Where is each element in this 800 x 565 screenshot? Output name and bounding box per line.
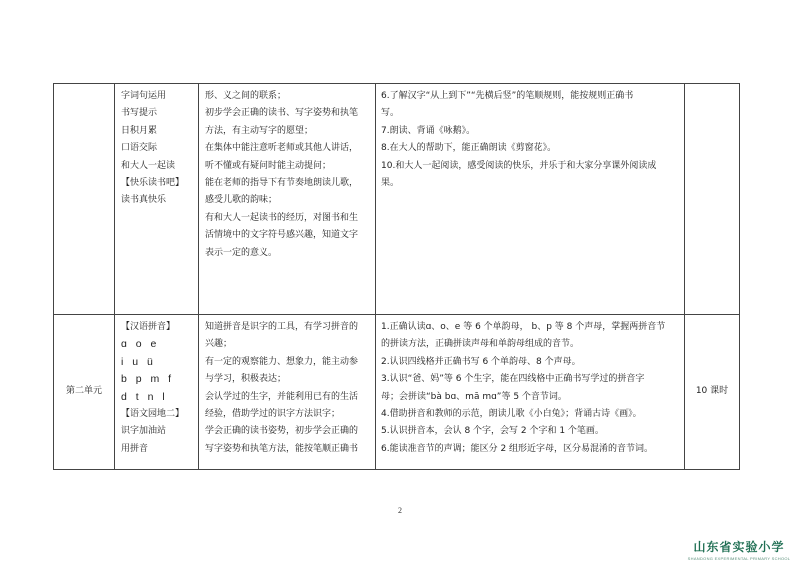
text-line: 10.和大人一起阅读，感受阅读的快乐，并乐于和大家分享课外阅读成: [381, 160, 657, 171]
school-logo: [680, 538, 798, 561]
hours-cell: [685, 315, 740, 470]
text-line: 写字姿势和执笔方法，能按笔顺正确书: [205, 443, 359, 454]
text-line: 3.认识“爸、妈”等 6 个生字，能在四线格中正确书写学过的拼音字: [381, 374, 645, 385]
text-line: 听不懂或有疑问时能主动提问；: [205, 160, 332, 171]
hours-label: 10 课时: [695, 386, 729, 397]
text-line: 的拼读方法，正确拼读声母和单韵母组成的音节。: [381, 339, 580, 350]
text-line: 母；会拼读“bà bɑ、mā mɑ”等 5 个音节词。: [381, 391, 567, 402]
text-line: ɑ o e: [121, 338, 160, 351]
hours-cell: [685, 84, 740, 315]
text-line: 写。: [381, 108, 400, 119]
text-line: 活情境中的文字符号感兴趣，知道文字: [205, 230, 359, 241]
text-line: 和大人一起读: [121, 160, 176, 171]
text-line: 在集体中能注意听老师或其他人讲话，: [205, 143, 359, 154]
text-line: 读书真快乐: [121, 195, 167, 206]
objectives-cell: [376, 315, 685, 470]
text-line: 感受儿歌的韵味；: [205, 195, 278, 206]
text-line: 日积月累: [121, 125, 158, 136]
text-line: 经验，借助学过的识字方法识字；: [205, 409, 341, 420]
text-line: 【语文园地二】: [121, 409, 185, 420]
unit-cell: [54, 315, 115, 470]
text-line: 【快乐读书吧】: [121, 178, 185, 189]
text-line: 形、义之间的联系；: [205, 91, 287, 101]
text-line: 8.在大人的帮助下，能正确朗读《剪窗花》。: [381, 143, 557, 154]
text-line: 表示一定的意义。: [205, 247, 278, 258]
logo-name-cn: 山东省实验小学: [693, 540, 785, 554]
text-line: 能在老师的指导下有节奏地朗读儿歌，: [205, 178, 359, 189]
text-line: 初步学会正确的读书、写字姿势和执笔: [205, 108, 359, 119]
text-line: 6.能读准音节的声调；能区分 2 组形近字母，区分易混淆的音节词。: [381, 443, 654, 454]
content-cell: [115, 84, 199, 315]
goals-cell: [199, 315, 376, 470]
text-line: 口语交际: [121, 143, 158, 154]
goals-cell: [199, 84, 376, 315]
text-line: 5.认识拼音本，会认 8 个字，会写 2 个字和 1 个笔画。: [381, 426, 604, 437]
text-line: 字词句运用: [121, 91, 167, 101]
table-row: [54, 315, 740, 470]
text-line: 有一定的观察能力、想象力，能主动参: [205, 356, 359, 367]
text-line: i u ü: [121, 355, 156, 368]
content-cell: [115, 315, 199, 470]
text-line: 兴趣；: [205, 339, 233, 350]
text-line: 6.了解汉字“从上到下”“先横后竖”的笔顺规则，能按规则正确书: [381, 91, 634, 101]
text-line: b p m f: [121, 373, 175, 386]
objectives-cell: [376, 84, 685, 315]
text-line: 7.朗读、背诵《咏鹅》。: [381, 125, 476, 136]
text-line: 会认学过的生字，并能利用已有的生活: [205, 391, 359, 402]
unit-cell: [54, 84, 115, 315]
text-line: 与学习，积极表达；: [205, 374, 287, 385]
text-line: 学会正确的读书姿势，初步学会正确的: [205, 426, 359, 437]
table-row: [54, 84, 740, 315]
text-line: 书写提示: [121, 108, 158, 119]
text-line: 【汉语拼音】: [121, 322, 176, 332]
logo-name-en: SHANDONG EXPERIMENTAL PRIMARY SCHOOL: [687, 556, 791, 561]
unit-label: 第二单元: [65, 386, 102, 397]
text-line: 4.借助拼音和教师的示范，朗读儿歌《小白兔》；背诵古诗《画》。: [381, 409, 642, 420]
curriculum-table: [53, 83, 740, 470]
text-line: d t n l: [121, 390, 168, 403]
text-line: 1.正确认读ɑ、o、e 等 6 个单韵母， b、p 等 8 个声母，掌握两拼音节: [381, 322, 666, 332]
page-number: 2: [398, 506, 402, 515]
text-line: 有和大人一起读书的经历，对图书和生: [205, 212, 359, 223]
text-line: 果。: [381, 178, 400, 189]
text-line: 用拼音: [121, 443, 149, 454]
text-line: 2.认识四线格并正确书写 6 个单韵母、8 个声母。: [381, 356, 581, 367]
text-line: 知道拼音是识字的工具，有学习拼音的: [205, 322, 359, 332]
text-line: 方法，有主动写字的愿望；: [205, 125, 314, 136]
text-line: 识字加油站: [121, 426, 167, 437]
